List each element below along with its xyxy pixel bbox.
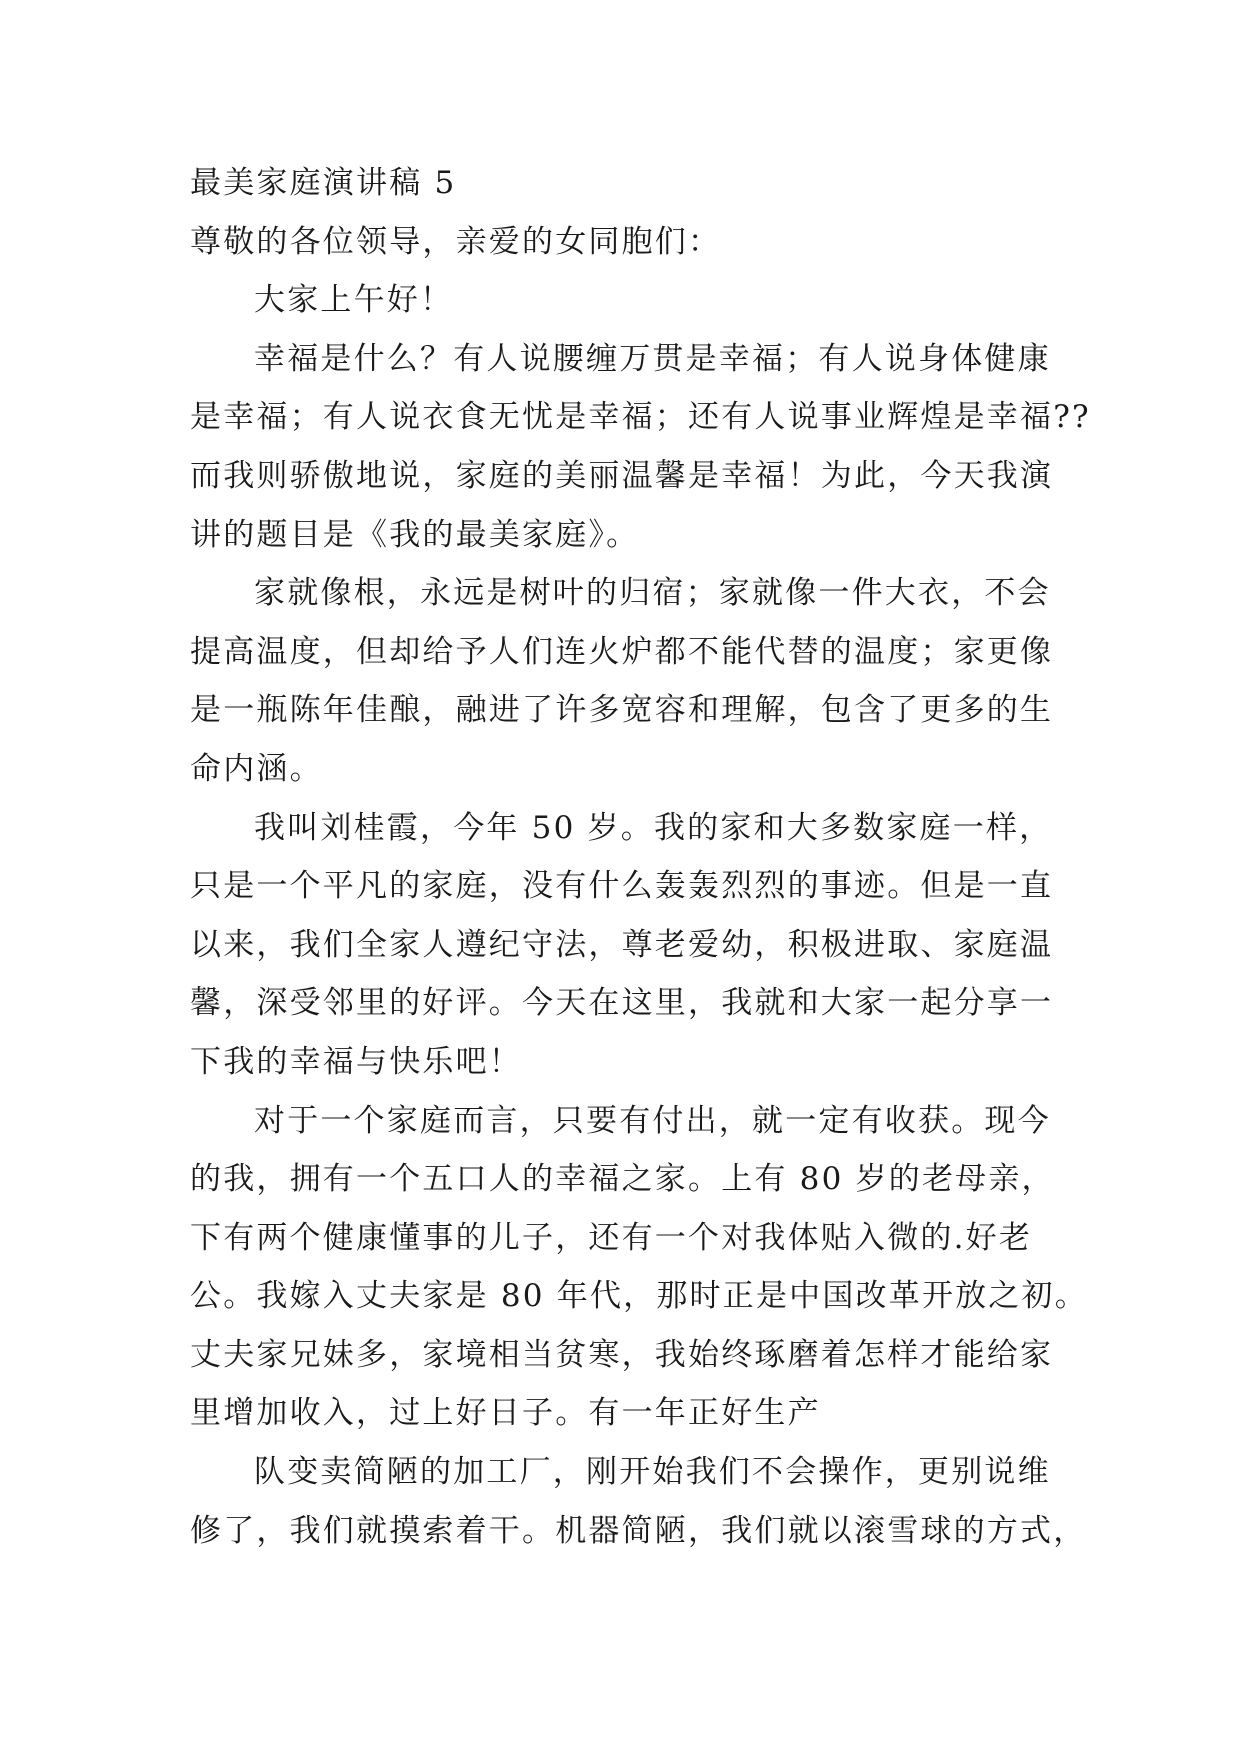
text-line: 幸福是什么？有人说腰缠万贯是幸福；有人说身体健康 [254,340,1051,377]
document-title: 最美家庭演讲稿 5 [190,165,457,201]
text-line: 我叫刘桂霞，今年 50 岁。我的家和大多数家庭一样， [254,809,1053,846]
text-line: 以来，我们全家人遵纪守法，尊老爱幼，积极进取、家庭温 [190,926,1054,963]
text-line: 的我，拥有一个五口人的幸福之家。上有 80 岁的老母亲， [190,1161,1055,1198]
text-line: 里增加收入，过上好日子。有一年正好生产 [190,1395,821,1432]
document-body [190,154,1091,1560]
text-line: 下我的幸福与快乐吧！ [190,1043,522,1080]
text-line: 家就像根，永远是树叶的归宿；家就像一件大衣，不会 [254,575,1051,612]
text-line: 只是一个平凡的家庭，没有什么轰轰烈烈的事迹。但是一直 [190,868,1054,905]
text-line: 而我则骄傲地说，家庭的美丽温馨是幸福！为此，今天我演 [190,457,1054,494]
body-lines [190,213,1091,1561]
text-line: 队变卖简陋的加工厂，刚开始我们不会操作，更别说维 [254,1454,1051,1491]
text-line: 丈夫家兄妹多，家境相当贫寒，我始终琢磨着怎样才能给家 [190,1336,1054,1373]
text-line: 是幸福；有人说衣食无忧是幸福；还有人说事业辉煌是幸福?? [190,399,1091,436]
text-line: 尊敬的各位领导，亲爱的女同胞们： [190,223,722,260]
text-line: 修了，我们就摸索着干。机器简陋，我们就以滚雪球的方式， [190,1512,1087,1549]
text-line: 下有两个健康懂事的儿子，还有一个对我体贴入微的.好老 [190,1219,1033,1256]
text-line: 是一瓶陈年佳酿，融进了许多宽容和理解，包含了更多的生 [190,692,1054,729]
text-line: 命内涵。 [190,750,323,787]
text-line: 提高温度，但却给予人们连火炉都不能代替的温度；家更像 [190,633,1054,670]
text-line: 对于一个家庭而言，只要有付出，就一定有收获。现今 [254,1102,1051,1139]
text-line: 公。我嫁入丈夫家是 80 年代，那时正是中国改革开放之初。 [190,1278,1088,1315]
text-line: 大家上午好！ [254,282,454,319]
text-line: 讲的题目是《我的最美家庭》。 [190,516,640,553]
text-line: 馨，深受邻里的好评。今天在这里，我就和大家一起分享一 [190,985,1054,1022]
